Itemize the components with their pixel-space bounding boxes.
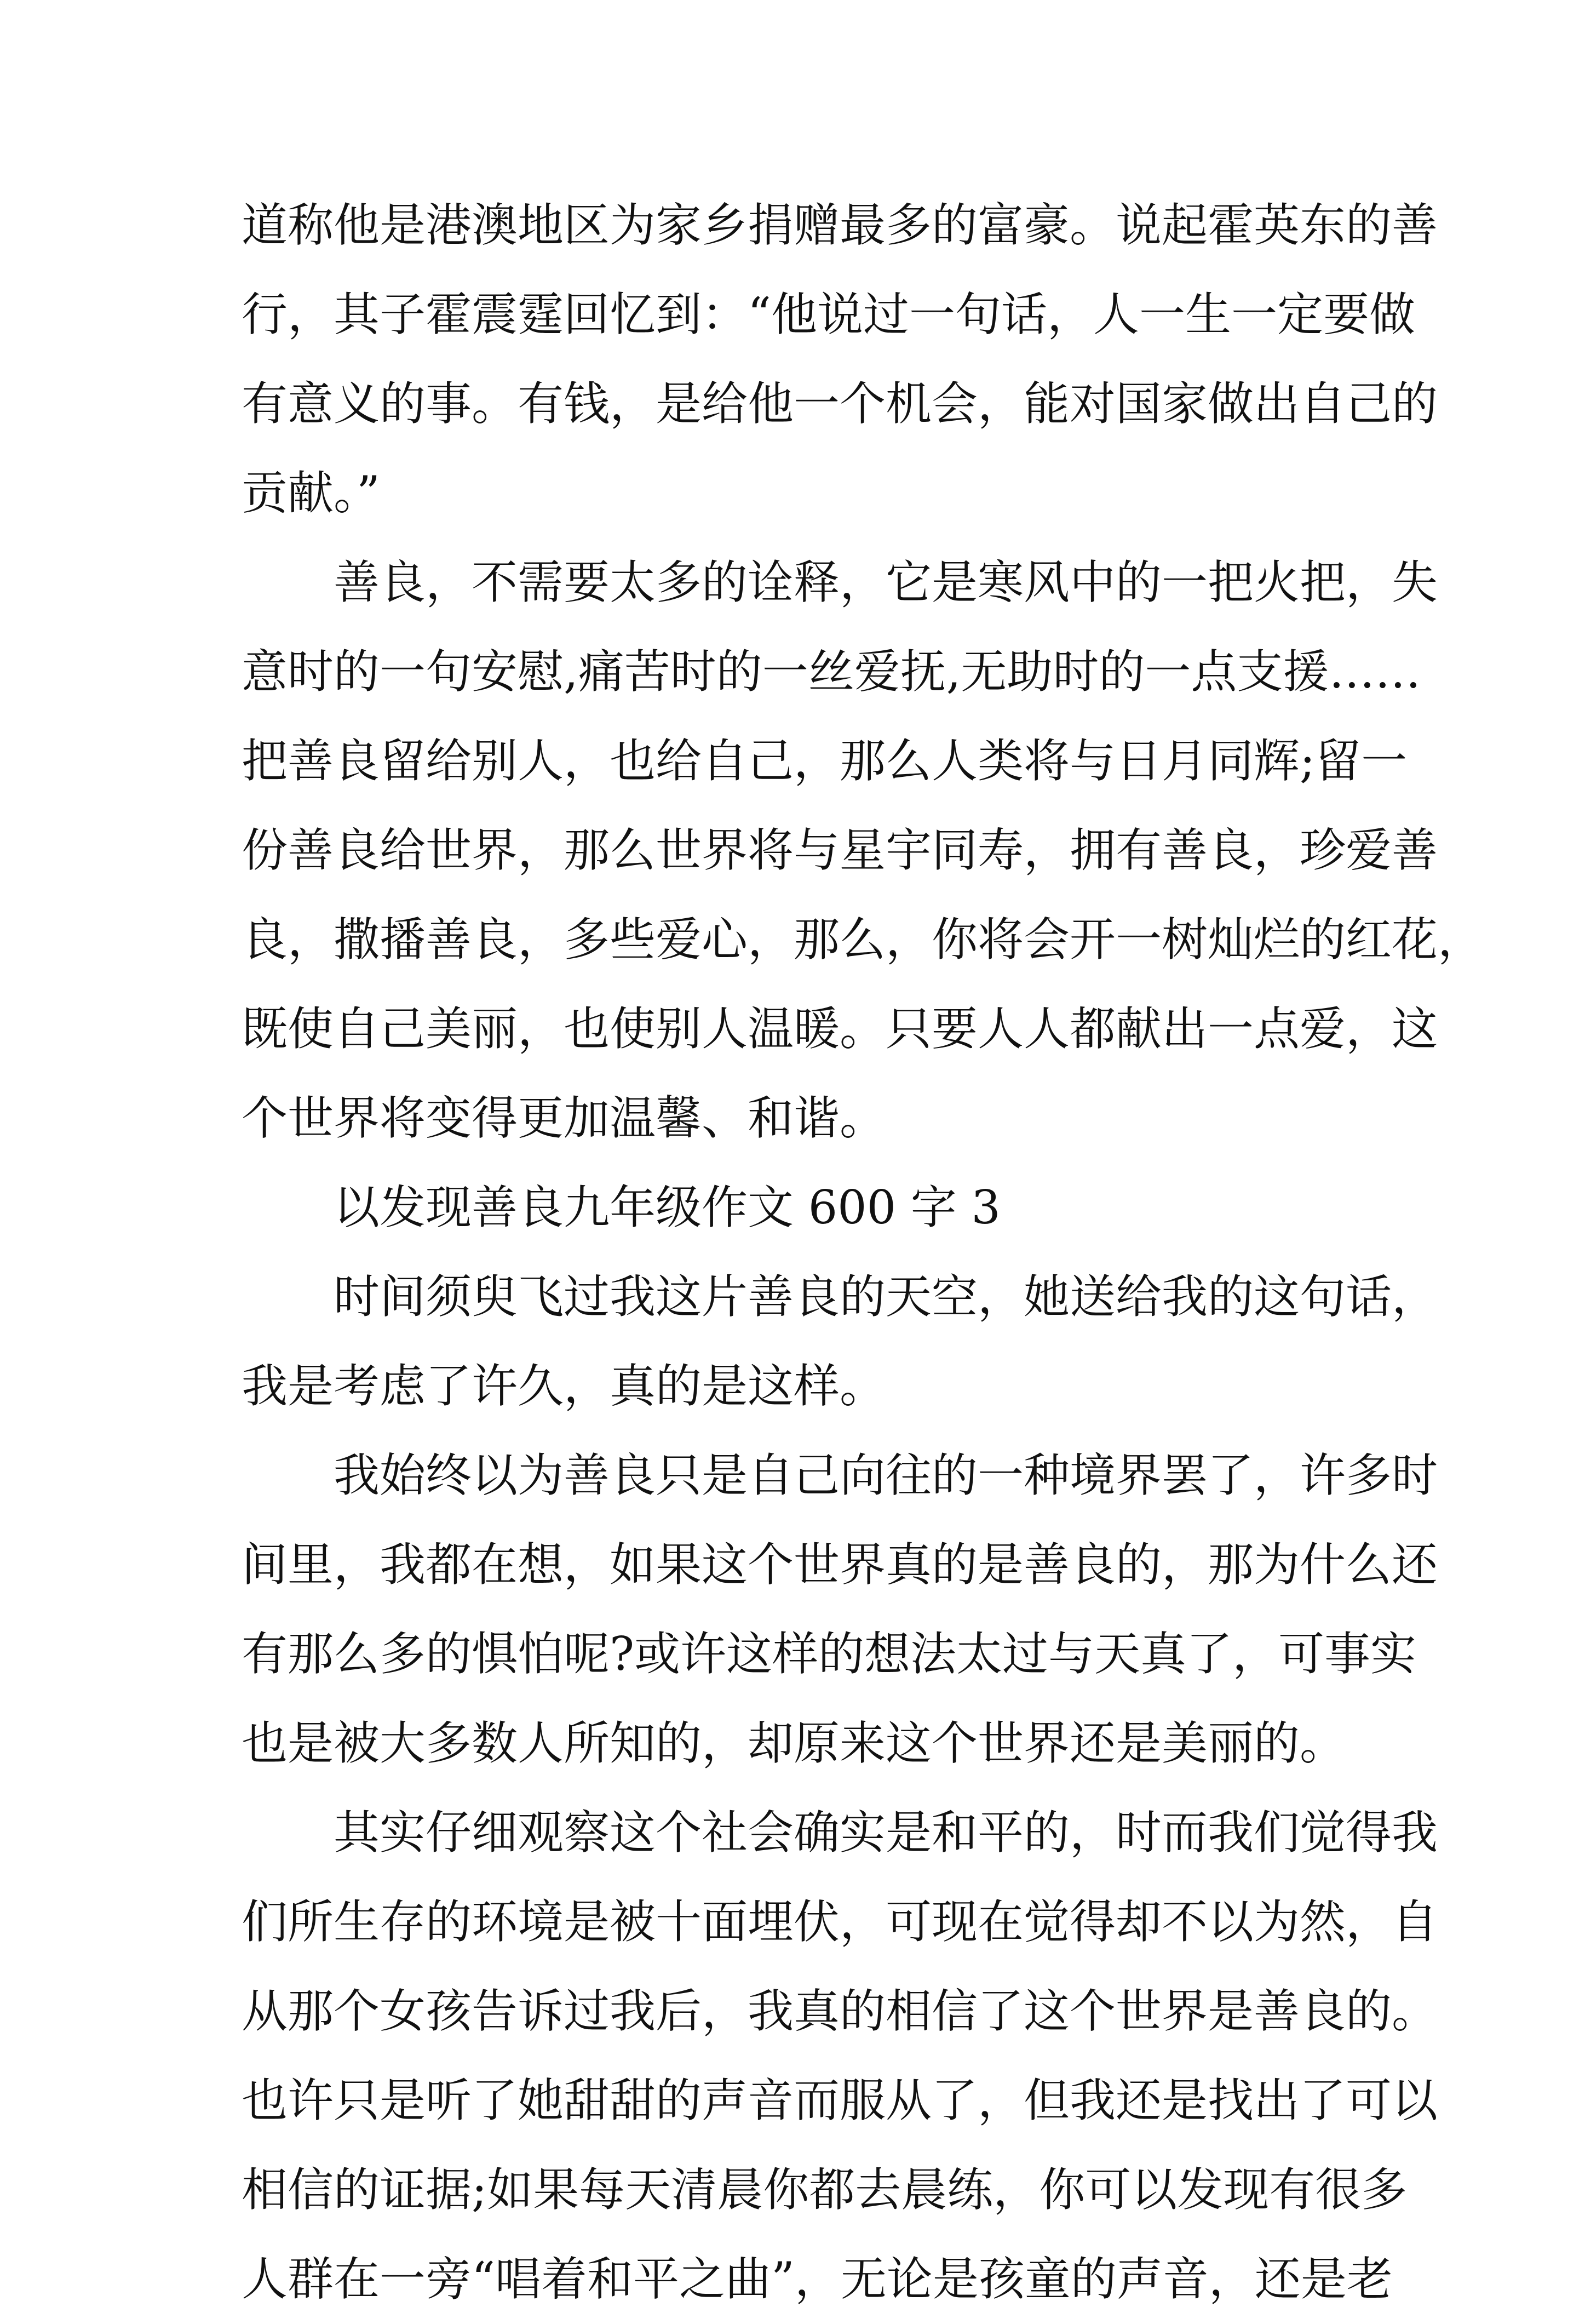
text-line: 们所生存的环境是被十面埋伏，可现在觉得却不以为然，自 (242, 1895, 1438, 1949)
text-line: 意时的一句安慰,痛苦时的一丝爱抚,无助时的一点支援…… (242, 645, 1421, 699)
text-line: 贡献。” (242, 466, 380, 520)
document-body (242, 181, 1484, 2324)
text-line: 良，撒播善良，多些爱心，那么，你将会开一树灿烂的红花， (242, 913, 1484, 966)
text-line: 从那个女孩告诉过我后，我真的相信了这个世界是善良的。 (242, 1984, 1438, 2038)
text-line: 也许只是听了她甜甜的声音而服从了，但我还是找出了可以 (242, 2074, 1438, 2127)
text-line: 行，其子霍震霆回忆到：“他说过一句话，人一生一定要做 (242, 288, 1415, 341)
text-line: 我是考虑了许久，真的是这样。 (242, 1359, 886, 1413)
text-line: 也是被大多数人所知的，却原来这个世界还是美丽的。 (242, 1716, 1346, 1770)
section-heading: 以发现善良九年级作文 600 字 3 (334, 1181, 1001, 1234)
text-line: 有那么多的惧怕呢?或许这样的想法太过与天真了，可事实 (242, 1627, 1417, 1681)
text-line: 道称他是港澳地区为家乡捐赠最多的富豪。说起霍英东的善 (242, 198, 1438, 252)
text-line: 其实仔细观察这个社会确实是和平的，时而我们觉得我 (334, 1806, 1438, 1859)
text-line: 我始终以为善良只是自己向往的一种境界罢了，许多时 (334, 1449, 1438, 1502)
text-line: 份善良给世界，那么世界将与星宇同寿，拥有善良，珍爱善 (242, 823, 1438, 877)
text-line: 相信的证据;如果每天清晨你都去晨练，你可以发现有很多 (242, 2163, 1408, 2217)
text-line: 时间须臾飞过我这片善良的天空，她送给我的这句话， (334, 1270, 1438, 1324)
text-line: 个世界将变得更加温馨、和谐。 (242, 1091, 886, 1145)
text-line: 把善良留给别人，也给自己，那么人类将与日月同辉;留一 (242, 734, 1408, 788)
text-line: 人群在一旁“唱着和平之曲”，无论是孩童的声音，还是老 (242, 2252, 1393, 2306)
text-line: 善良，不需要太多的诠释，它是寒风中的一把火把，失 (334, 556, 1438, 609)
text-line: 间里，我都在想，如果这个世界真的是善良的，那为什么还 (242, 1538, 1438, 1592)
text-line: 既使自己美丽，也使别人温暖。只要人人都献出一点爱，这 (242, 1002, 1438, 1056)
text-line: 有意义的事。有钱，是给他一个机会，能对国家做出自己的 (242, 377, 1438, 431)
